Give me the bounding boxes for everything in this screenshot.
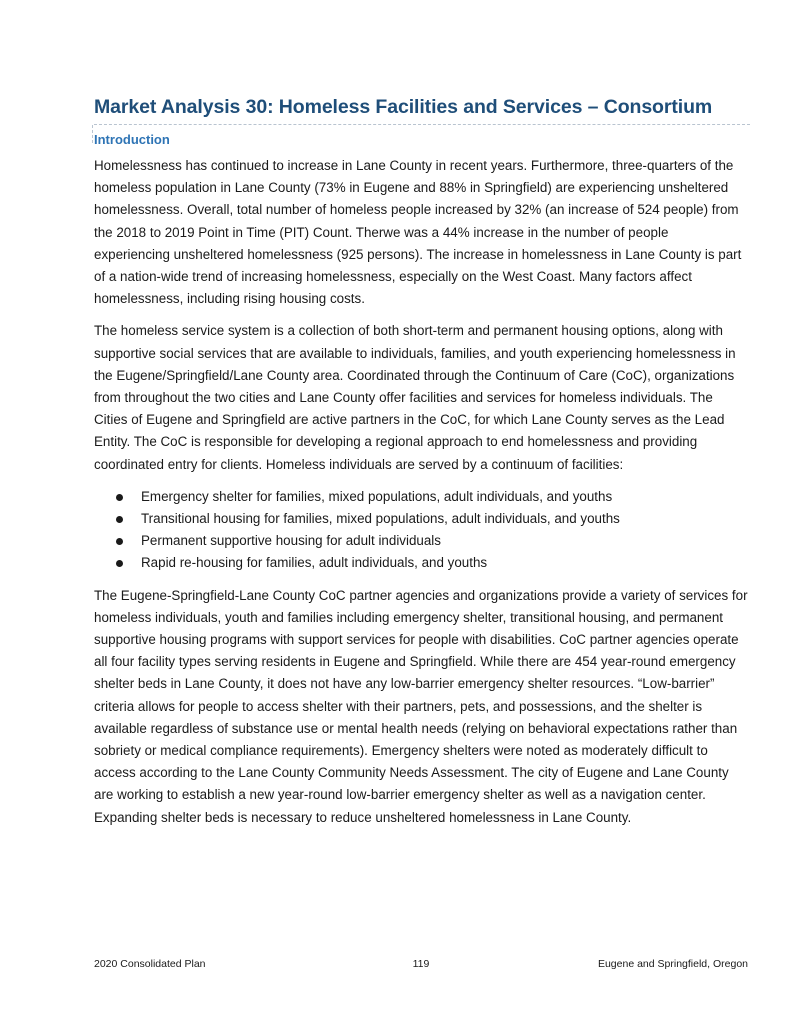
bullet-icon: [116, 560, 123, 567]
paragraph-intro: Homelessness has continued to increase in Lane County in recent years. Furthermore, three-quarters of the homeless population in Lane County (73% in Eugene and 88% in Springfield) are experiencing unsheltered homelessness. Overall, total number of homeless people increased by 32% (an increase of 524 people) from the 2018 to 2019 Point in Time (PIT) Count. Therwe was a 44% increase in the number of people experiencing unsheltered homelessness (925 persons). The increase in homelessness in Lane County is part of a nation-wide trend of increasing homelessness, especially on the West Coast. Many factors affect homelessness, including rising housing costs.: [94, 158, 742, 307]
list-item-text: Transitional housing for families, mixed populations, adult individuals, and youths: [141, 511, 620, 527]
bullet-icon: [116, 494, 123, 501]
section-divider: [94, 124, 750, 125]
footer-page-number: 119: [412, 958, 430, 970]
bullet-icon: [116, 516, 123, 523]
bullet-icon: [116, 538, 123, 545]
section-heading: Introduction: [94, 132, 170, 147]
footer-location: Eugene and Springfield, Oregon: [597, 958, 748, 970]
list-item: [116, 486, 748, 508]
facility-list: [94, 486, 748, 575]
list-item-text: Permanent supportive housing for adult individuals: [141, 533, 441, 549]
list-item: [116, 552, 748, 574]
list-item-text: Rapid re-housing for families, adult individuals, and youths: [141, 555, 488, 571]
paragraph-service-system: The homeless service system is a collection of both short-term and permanent housing options, along with supportive social services that are available to individuals, families, and youth experiencing homelessness in the Eugene/Springfield/Lane County area. Coordinated through the Continuum of Care (CoC), organizations from throughout the two cities and Lane County offer facilities and services for homeless individuals. The Cities of Eugene and Springfield are active partners in the CoC, for which Lane County serves as the Lead Entity. The CoC is responsible for developing a regional approach to end homelessness and providing coordinated entry for clients. Homeless individuals are served by a continuum of facilities:: [94, 323, 736, 472]
paragraph-coc-partners: The Eugene-Springfield-Lane County CoC partner agencies and organizations provide a variety of services for homeless individuals, youth and families including emergency shelter, transitional housing, and permanent supportive housing programs with support services for people with disabilities. CoC partner agencies operate all four facility types serving residents in Eugene and Springfield. While there are 454 year-round emergency shelter beds in Lane County, it does not have any low-barrier emergency shelter resources. “Low-barrier” criteria allows for people to access shelter with their partners, pets, and possessions, and the shelter is available regardless of substance use or mental health needs (relying on behavioral expectations rather than sobriety or medical compliance requirements). Emergency shelters were noted as moderately difficult to access according to the Lane County Community Needs Assessment. The city of Eugene and Lane County are working to establish a new year-round low-barrier emergency shelter as well as a navigation center. Expanding shelter beds is necessary to reduce unsheltered homelessness in Lane County.: [94, 587, 748, 825]
page-title: Market Analysis 30: Homeless Facilities and Services – Consortium: [94, 96, 713, 118]
page-content: [94, 94, 748, 829]
list-item-text: Emergency shelter for families, mixed populations, adult individuals, and youths: [141, 488, 613, 504]
list-item: [116, 508, 748, 530]
page-footer: [94, 958, 748, 970]
list-item: [116, 530, 748, 552]
footer-plan-name: 2020 Consolidated Plan: [94, 958, 206, 970]
